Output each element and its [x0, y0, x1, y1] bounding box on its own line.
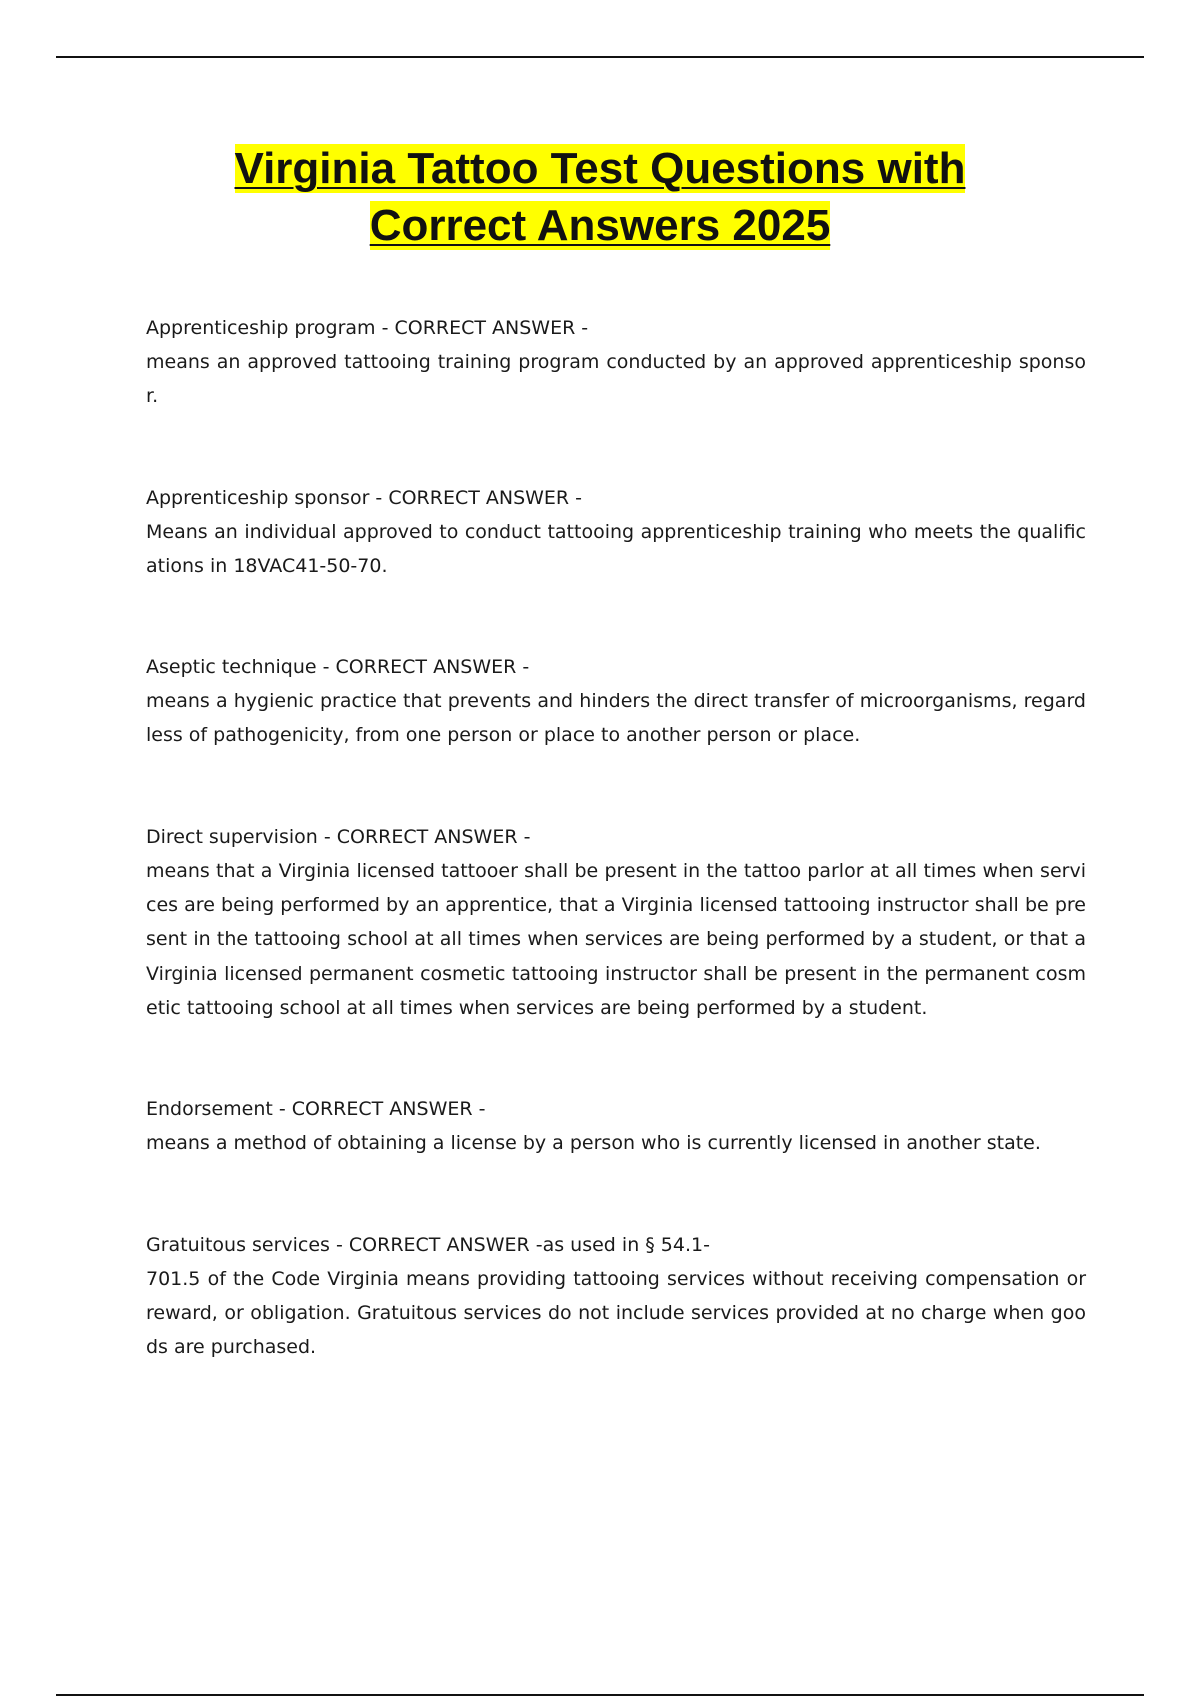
answer-definition: 701.5 of the Code Virginia means providing tattooing services without receiving compensation or reward, or obligation. Gratuitous services do not include services provided at no charge when goods are purchased. — [146, 1267, 1086, 1359]
answer-definition: means a method of obtaining a license by a person who is currently licensed in another state. — [146, 1132, 1041, 1155]
page-title — [0, 140, 1200, 254]
qa-entry — [146, 1228, 1086, 1365]
qa-entry — [146, 1092, 1086, 1160]
question-term: Endorsement - CORRECT ANSWER - — [146, 1098, 486, 1121]
question-term: Apprenticeship program - CORRECT ANSWER - — [146, 317, 589, 339]
question-term: Apprenticeship sponsor - CORRECT ANSWER - — [146, 486, 583, 509]
qa-list — [146, 311, 1086, 1431]
answer-definition: means an approved tattooing training program conducted by an approved apprenticeship sponsor. — [146, 351, 1086, 408]
qa-entry — [146, 650, 1086, 753]
question-term: Gratuitous services - CORRECT ANSWER -as used in § 54.1- — [146, 1233, 710, 1256]
qa-entry — [146, 481, 1086, 584]
answer-definition: Means an individual approved to conduct tattooing apprenticeship training who meets the qualifications in 18VAC41-50-70. — [146, 520, 1086, 577]
answer-definition: means a hygienic practice that prevents and hinders the direct transfer of microorganisms, regardless of pathogenicity, from one person or place to another person or place. — [146, 690, 1086, 747]
qa-entry — [146, 311, 1086, 414]
bottom-divider — [56, 1694, 1144, 1696]
title-line-2: Correct Answers 2025 — [369, 201, 831, 250]
question-term: Direct supervision - CORRECT ANSWER - — [146, 825, 531, 848]
qa-entry — [146, 820, 1086, 1025]
title-line-1: Virginia Tattoo Test Questions with — [234, 144, 966, 193]
top-divider — [56, 56, 1144, 58]
question-term: Aseptic technique - CORRECT ANSWER - — [146, 656, 530, 679]
answer-definition: means that a Virginia licensed tattooer shall be present in the tattoo parlor at all times when services are being performed by an apprentice, that a Virginia licensed tattooing instructor shall be present in the tattooing school at all times when services are being performed by a student, or that a Virginia licensed permanent cosmetic tattooing instructor shall be present in the permanent cosmetic tattooing school at all times when services are being performed by a student. — [146, 859, 1086, 1019]
